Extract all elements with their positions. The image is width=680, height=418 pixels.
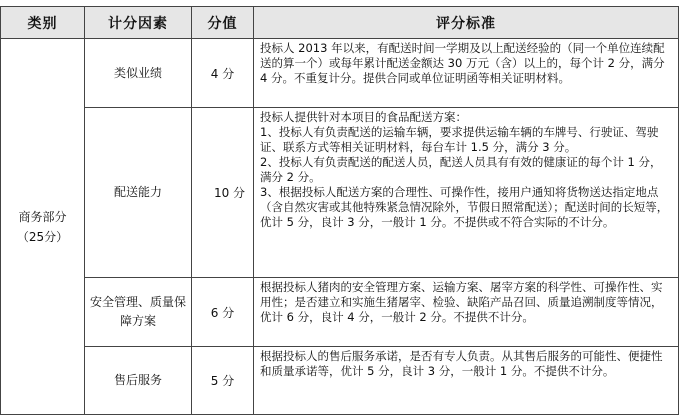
factor-cell: 配送能力 (85, 108, 192, 278)
factor-cell: 类似业绩 (85, 39, 192, 108)
criteria-cell (254, 39, 679, 108)
criteria-cell (254, 108, 679, 278)
category-name: 商务部分 (18, 209, 67, 224)
table-row (1, 347, 679, 415)
factor-cell: 安全管理、质量保障方案 (85, 278, 192, 347)
score-cell: 10 分 (192, 108, 254, 278)
criteria-text: 1、投标人有负责配送的运输车辆，要求提供运输车辆的车牌号、行驶证、驾驶证、联系方式等相关证明材料，每台车计 1.5 分，满分 3 分。 (260, 125, 659, 154)
table-row (1, 278, 679, 347)
criteria-text: 2、投标人有负责配送的配送人员，配送人员具有有效的健康证的每个计 1 分，满分 2 分。 (260, 155, 662, 184)
criteria-text: 投标人 2013 年以来，有配送时间一学期及以上配送经验的（同一个单位连续配送的算一个）或每年累计配送金额达 30 万元（含）以上的，每个计 2 分，满分 4 分。不重复计分。提供合同或单位证明函等相关证明材料。 (260, 41, 665, 85)
score-cell: 6 分 (192, 278, 254, 347)
category-cell (1, 39, 85, 415)
factor-cell: 售后服务 (85, 347, 192, 415)
header-row (1, 7, 679, 39)
score-cell: 5 分 (192, 347, 254, 415)
header-factor: 计分因素 (85, 7, 192, 39)
criteria-cell (254, 278, 679, 347)
table-row (1, 39, 679, 108)
category-points: （25分） (16, 229, 69, 244)
criteria-cell (254, 347, 679, 415)
header-score: 分值 (192, 7, 254, 39)
score-cell: 4 分 (192, 39, 254, 108)
criteria-text: 根据投标人的售后服务承诺，是否有专人负责。从其售后服务的可能性、便捷性和质量承诺等，优计 5 分，良计 3 分，一般计 1 分。不提供不计分。 (260, 349, 663, 378)
scoring-table (0, 6, 679, 415)
table-row (1, 108, 679, 278)
criteria-text: 投标人提供针对本项目的食品配送方案： (260, 110, 467, 124)
criteria-text: 根据投标人猪肉的安全管理方案、运输方案、屠宰方案的科学性、可操作性、实用性；是否建立和实施生猪屠宰、检验、缺陷产品召回、质量追溯制度等情况，优计 6 分，良计 4 分，一般计 2 分。不提供不计分。 (260, 280, 663, 324)
header-category: 类别 (1, 7, 85, 39)
header-criteria: 评分标准 (254, 7, 679, 39)
criteria-text: 3、根据投标人配送方案的合理性、可操作性，接用户通知将货物送达指定地点（含自然灾害或其他特殊紧急情况除外，节假日照常配送）；配送时间的长短等，优计 5 分，良计 3 分，一般计 1 分。不提供或不符合实际的不计分。 (260, 185, 669, 229)
